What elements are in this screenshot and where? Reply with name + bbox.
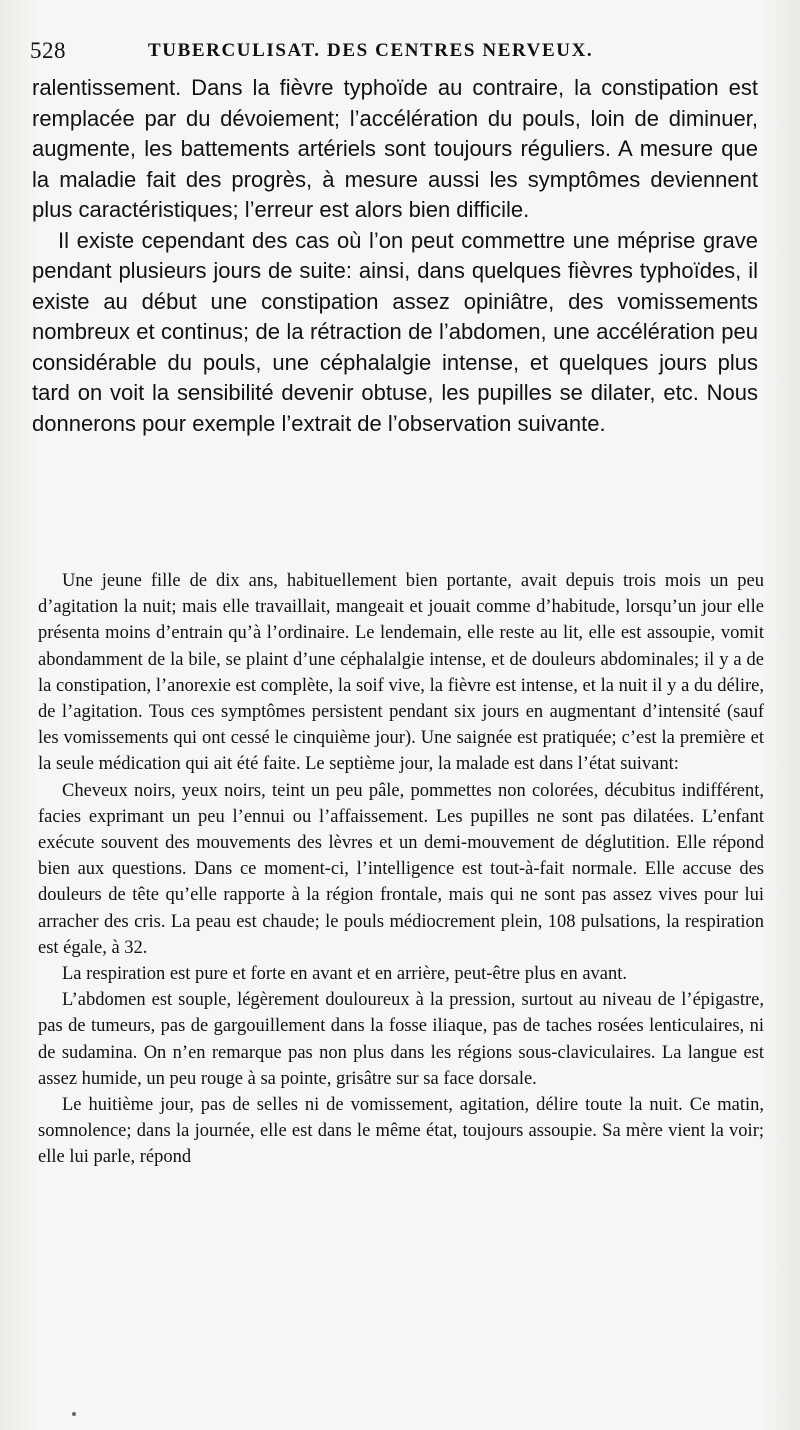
page-header: [30, 38, 760, 68]
paragraph: La respiration est pure et forte en avant et en arrière, peut-être plus en avant.: [62, 964, 628, 985]
ink-speck: [72, 1412, 76, 1416]
paragraph: Une jeune fille de dix ans, habituellement bien portante, avait depuis trois mois un peu d’agitation la nuit; mais elle travaillait, mangeait et jouait comme d’habitude, lorsqu’un jour elle présenta moins d’entrain qu’à l’ordinaire. Le lendemain, elle reste au lit, elle est assoupie, vomit abondamment de la bile, se plaint d’une céphalalgie intense, et de douleurs abdominales; il y a de la constipation, l’anorexie est complète, la soif vive, la fièvre est intense, et la nuit il y a du délire, de l’agitation. Tous ces symptômes persistent pendant six jours en augmentant d’intensité (sauf les vomissements qui ont cessé le cinquième jour). Une saignée est pratiquée; c’est la première et la seule médication qui ait été faite. Le septième jour, la malade est dans l’état suivant:: [38, 571, 764, 775]
observation-text: [38, 568, 764, 1171]
paragraph: Il existe cependant des cas où l’on peut commettre une méprise grave pendant plusieurs jours de suite: ainsi, dans quelques fièvres typhoïdes, il existe au début une constipation assez opiniâtre, des vomissements nombreux et continus; de la rétraction de l’abdomen, une accélération peu considérable du pouls, une céphalalgie intense, et quelques jours plus tard on voit la sensibilité devenir obtuse, les pupilles se dilater, etc. Nous donnerons pour exemple l’extrait de l’observation suivante.: [32, 227, 758, 436]
paragraph: Cheveux noirs, yeux noirs, teint un peu pâle, pommettes non colorées, décubitus indifférent, facies exprimant un peu l’ennui ou l’affaissement. Les pupilles ne sont pas dilatées. L’enfant exécute souvent des mouvements des lèvres et un demi-mouvement de déglutition. Elle répond bien aux questions. Dans ce moment-ci, l’intelligence est tout-à-fait normale. Elle accuse des douleurs de tête qu’elle rapporte à la région frontale, mais qui ne sont pas assez vives pour lui arracher des cris. La peau est chaude; le pouls médiocrement plein, 108 pulsations, la respiration est égale, à 32.: [38, 780, 764, 958]
paragraph: L’abdomen est souple, légèrement douloureux à la pression, surtout au niveau de l’épigastre, pas de tumeurs, pas de gargouillement dans la fosse iliaque, pas de taches rosées lenticulaires, ni de sudamina. On n’en remarque pas non plus dans les régions sous-claviculaires. La langue est assez humide, un peu rouge à sa pointe, grisâtre sur sa face dorsale.: [38, 990, 764, 1089]
running-head: TUBERCULISAT. DES CENTRES NERVEUX.: [148, 40, 594, 61]
main-text: [32, 73, 758, 439]
paragraph: ralentissement. Dans la fièvre typhoïde au contraire, la constipation est remplacée par du dévoiement; l’accélération du pouls, loin de diminuer, augmente, les battements artériels sont toujours réguliers. A mesure que la maladie fait des progrès, à mesure aussi les symptômes deviennent plus caractéristiques; l’erreur est alors bien difficile.: [32, 75, 758, 222]
page-number: 528: [30, 38, 66, 63]
paragraph: Le huitième jour, pas de selles ni de vomissement, agitation, délire toute la nuit. Ce matin, somnolence; dans la journée, elle est dans le même état, toujours assoupie. Sa mère vient la voir; elle lui parle, répond: [38, 1095, 764, 1168]
